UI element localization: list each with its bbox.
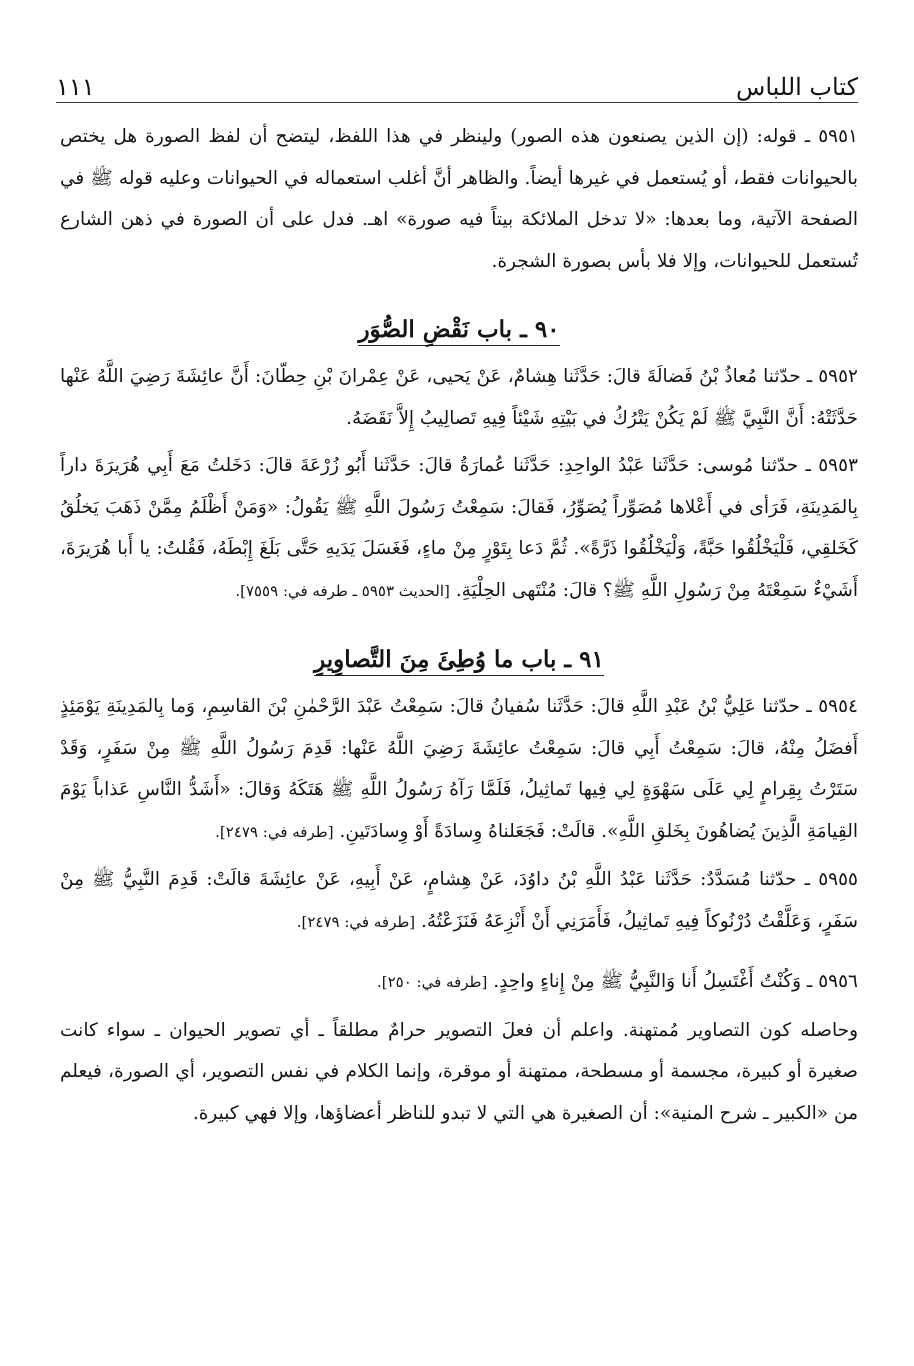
commentary-closing	[60, 1010, 858, 1135]
hadith-5955-text: ٥٩٥٥ ـ حدّثنا مُسَدَّدٌ: حَدَّثَنا عَبْدُ اللَّهِ بْنُ داوُدَ، عَنْ هِشامٍ، عَنْ أَبِيهِ، عَنْ عائِشَةَ قالَتْ: قَدِمَ النَّبِيُّ ﷺ مِنْ سَفَرٍ، وَعَلَّقْتُ دُرْنُوكاً فِيهِ تَماثِيلُ، فَأَمَرَنِي أَنْ أَنْزِعَهُ فَنَزَعْتُهُ.	[60, 869, 858, 932]
hadith-5956	[60, 961, 858, 1004]
hadith-5954-text: ٥٩٥٤ ـ حدّثنا عَلِيُّ بْنُ عَبْدِ اللَّهِ قالَ: حَدَّثَنا سُفيانُ قالَ: سَمِعْتُ عَبْدَ الرَّحْمٰنِ بْنَ القاسِمِ، وَما بِالمَدِينَةِ يَوْمَئِذٍ أَفضَلُ مِنْهُ، قالَ: سَمِعْتُ أَبِي قالَ: سَمِعْتُ عائِشَةَ رَضِيَ اللَّهُ عَنْها: قَدِمَ رَسُولُ اللَّهِ ﷺ مِنْ سَفَرٍ، وَقَدْ سَتَرْتُ بِقِرامٍ لِي عَلَى سَهْوَةٍ لِي فِيها تَماثِيلُ، فَلَمَّا رَآهُ رَسُولُ اللَّهِ ﷺ هَتَكَهُ وَقالَ: «أَشَدُّ النَّاسِ عَذاباً يَوْمَ القِيامَةِ الَّذِينَ يُضاهُونَ بِخَلقِ اللَّهِ». قالَتْ: فَجَعَلناهُ وِسادَةً أَوْ وِسادَتَينِ.	[60, 696, 858, 842]
hadith-5956-reference: [طرفه في: ٢٥٠].	[376, 973, 488, 991]
page-body	[60, 116, 858, 1134]
hadith-5953	[60, 445, 858, 612]
hadith-5955	[60, 859, 858, 943]
chapter-heading-91	[60, 640, 858, 680]
hadith-5953-text: ٥٩٥٣ ـ حدّثنا مُوسى: حَدَّثَنا عَبْدُ الواحِدِ: حَدَّثَنا عُمارَةُ قالَ: حَدَّثَنا أَبُو زُرْعَةَ قالَ: دَخَلتُ مَعَ أَبِي هُرَيرَةَ داراً بِالمَدِينَةِ، فَرَأى في أَعْلاها مُصَوِّراً يُصَوِّرُ، فَقالَ: سَمِعْتُ رَسُولَ اللَّهِ ﷺ يَقُولُ: «وَمَنْ أَظْلَمُ مِمَّنْ ذَهَبَ يَخلُقُ كَخَلقِي، فَلْيَخْلُقُوا حَبَّةً، وَلْيَخْلُقُوا ذَرَّةً». ثُمَّ دَعا بِتَوْرٍ مِنْ ماءٍ، فَغَسَلَ يَدَيهِ حَتَّى بَلَغَ إِبْطَهُ، فَقُلتُ: يا أَبا هُرَيرَةَ، أَشَيْءٌ سَمِعْتَهُ مِنْ رَسُولِ اللَّهِ ﷺ؟ قالَ: مُنْتَهى الحِلْيَةِ.	[60, 455, 858, 601]
hadith-5952-text: ٥٩٥٢ ـ حدّثنا مُعاذُ بْنُ فَضالَةَ قالَ: حَدَّثَنا هِشامٌ، عَنْ يَحيى، عَنْ عِمْرانَ بْنِ حِطّانَ: أَنَّ عائِشَةَ رَضِيَ اللَّهُ عَنْها حَدَّثَتْهُ: أَنَّ النَّبِيَّ ﷺ لَمْ يَكُنْ يَتْرُكُ في بَيْتِهِ شَيْئاً فِيهِ تَصالِيبُ إِلاَّ نَقَضَهُ.	[60, 366, 858, 429]
chapter-91-title: ٩١ ـ باب ما وُطِئَ مِنَ التَّصاوِيرِ	[314, 646, 604, 676]
hadith-5952	[60, 356, 858, 439]
book-title: كتاب اللباس	[736, 73, 858, 101]
chapter-90-title: ٩٠ ـ باب نَقْضِ الصُّوَر	[358, 316, 559, 346]
hadith-5954	[60, 686, 858, 853]
running-header	[56, 62, 858, 102]
header-divider	[56, 102, 858, 103]
commentary-closing-text: وحاصله كون التصاوير مُمتهنة. واعلم أن فعلَ التصوير حرامٌ مطلقاً ـ أي تصوير الحيوان ـ سواء كانت صغيرة أو كبيرة، مجسمة أو مسطحة، ممتهنة أو موقرة، وإنما الكلام في نفس التصوير، أي الصورة، فيعلم من «الكبير ـ شرح المنية»: أن الصغيرة هي التي لا تبدو للناظر أعضاؤها، وإلا فهي كبيرة.	[60, 1019, 858, 1124]
page-number: ١١١	[56, 73, 95, 101]
commentary-5951-text: ٥٩٥١ ـ قوله: (إن الذين يصنعون هذه الصور) ولينظر في هذا اللفظ، ليتضح أن لفظ الصورة هل يختص بالحيوانات فقط، أو يُستعمل في غيرها أيضاً. والظاهر أنَّ أغلب استعماله في الحيوانات وعليه قوله ﷺ في الصفحة الآتية، وما بعدها: «لا تدخل الملائكة بيتاً فيه صورة» اهـ. فدل على أن الصورة في ذهن الشارع تُستعمل للحيوانات، وإلا فلا بأس بصورة الشجرة.	[60, 126, 858, 272]
hadith-5955-reference: [طرفه في: ٢٤٧٩].	[296, 912, 416, 931]
hadith-5953-reference: [الحديث ٥٩٥٣ ـ طرفه في: ٧٥٥٩].	[235, 581, 450, 600]
chapter-heading-90	[60, 310, 858, 350]
hadith-5956-text: ٥٩٥٦ ـ وَكُنْتُ أَغْتَسِلُ أَنا وَالنَّبِيُّ ﷺ مِنْ إِناءٍ واحِدٍ.	[493, 971, 858, 992]
commentary-5951	[60, 116, 858, 282]
hadith-5954-reference: [طرفه في: ٢٤٧٩].	[215, 822, 334, 841]
